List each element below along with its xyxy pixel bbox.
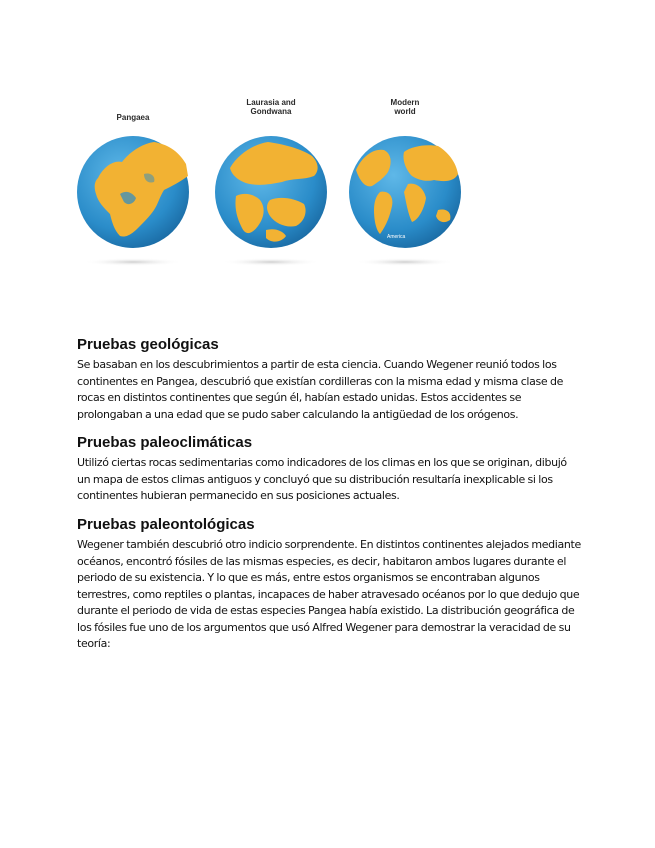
section-paleontologicas	[77, 516, 582, 653]
section-body: Utilizó ciertas rocas sedimentarias como indicadores de los climas en los que se originan, dibujó un mapa de estos climas antiguos y concluyó que su distribución resultaría inexplicable si los continentes hubieran permanecido en sus posiciones actuales.	[77, 456, 567, 502]
section-title: Pruebas paleontológicas	[77, 516, 255, 533]
globe-modern-world	[342, 86, 468, 276]
section-geologicas	[77, 336, 582, 423]
globe-laurasia-gondwana	[208, 86, 334, 276]
continental-drift-figure	[70, 86, 480, 276]
section-body: Wegener también descubrió otro indicio sorprendente. En distintos continentes alejados mediante océanos, encontró fósiles de las mismas especies, es decir, habitaron ambos lugares durante el periodo de su existencia. Y lo que es más, entre estos organismos se encontraban algunos terrestres, como reptiles o plantas, incapaces de haber atravesado océanos por lo que dedujo que durante el periodo de vida de estas especies Pangea había existido. La distribución geográfica de los fósiles fue uno de los argumentos que usó Alfred Wegener para demostrar la veracidad de su teoría:	[77, 538, 581, 650]
modern-world-globe-image	[342, 130, 468, 270]
pangaea-globe-image	[70, 130, 196, 270]
globe-caption-modern-world: Modern world	[390, 98, 420, 116]
section-body: Se basaban en los descubrimientos a partir de esta ciencia. Cuando Wegener reunió todos los continentes en Pangea, descubrió que existían cordilleras con la misma edad y misma clase de rocas en distintos continentes que según él, habían estado unidas. Estos accidentes se prolongaban a una edad que se pudo saber calculando la antigüedad de los orógenos.	[77, 358, 563, 421]
laurasia-gondwana-globe-image	[208, 130, 334, 270]
globe-caption-pangaea: Pangaea	[116, 113, 150, 122]
globe-caption-laurasia-gondwana: Laurasia and Gondwana	[246, 98, 296, 116]
globe-label-america: America	[387, 234, 406, 240]
section-paleoclimaticas	[77, 434, 582, 505]
section-title: Pruebas geológicas	[77, 336, 219, 353]
section-title: Pruebas paleoclimáticas	[77, 434, 253, 451]
globe-pangaea	[70, 86, 196, 276]
